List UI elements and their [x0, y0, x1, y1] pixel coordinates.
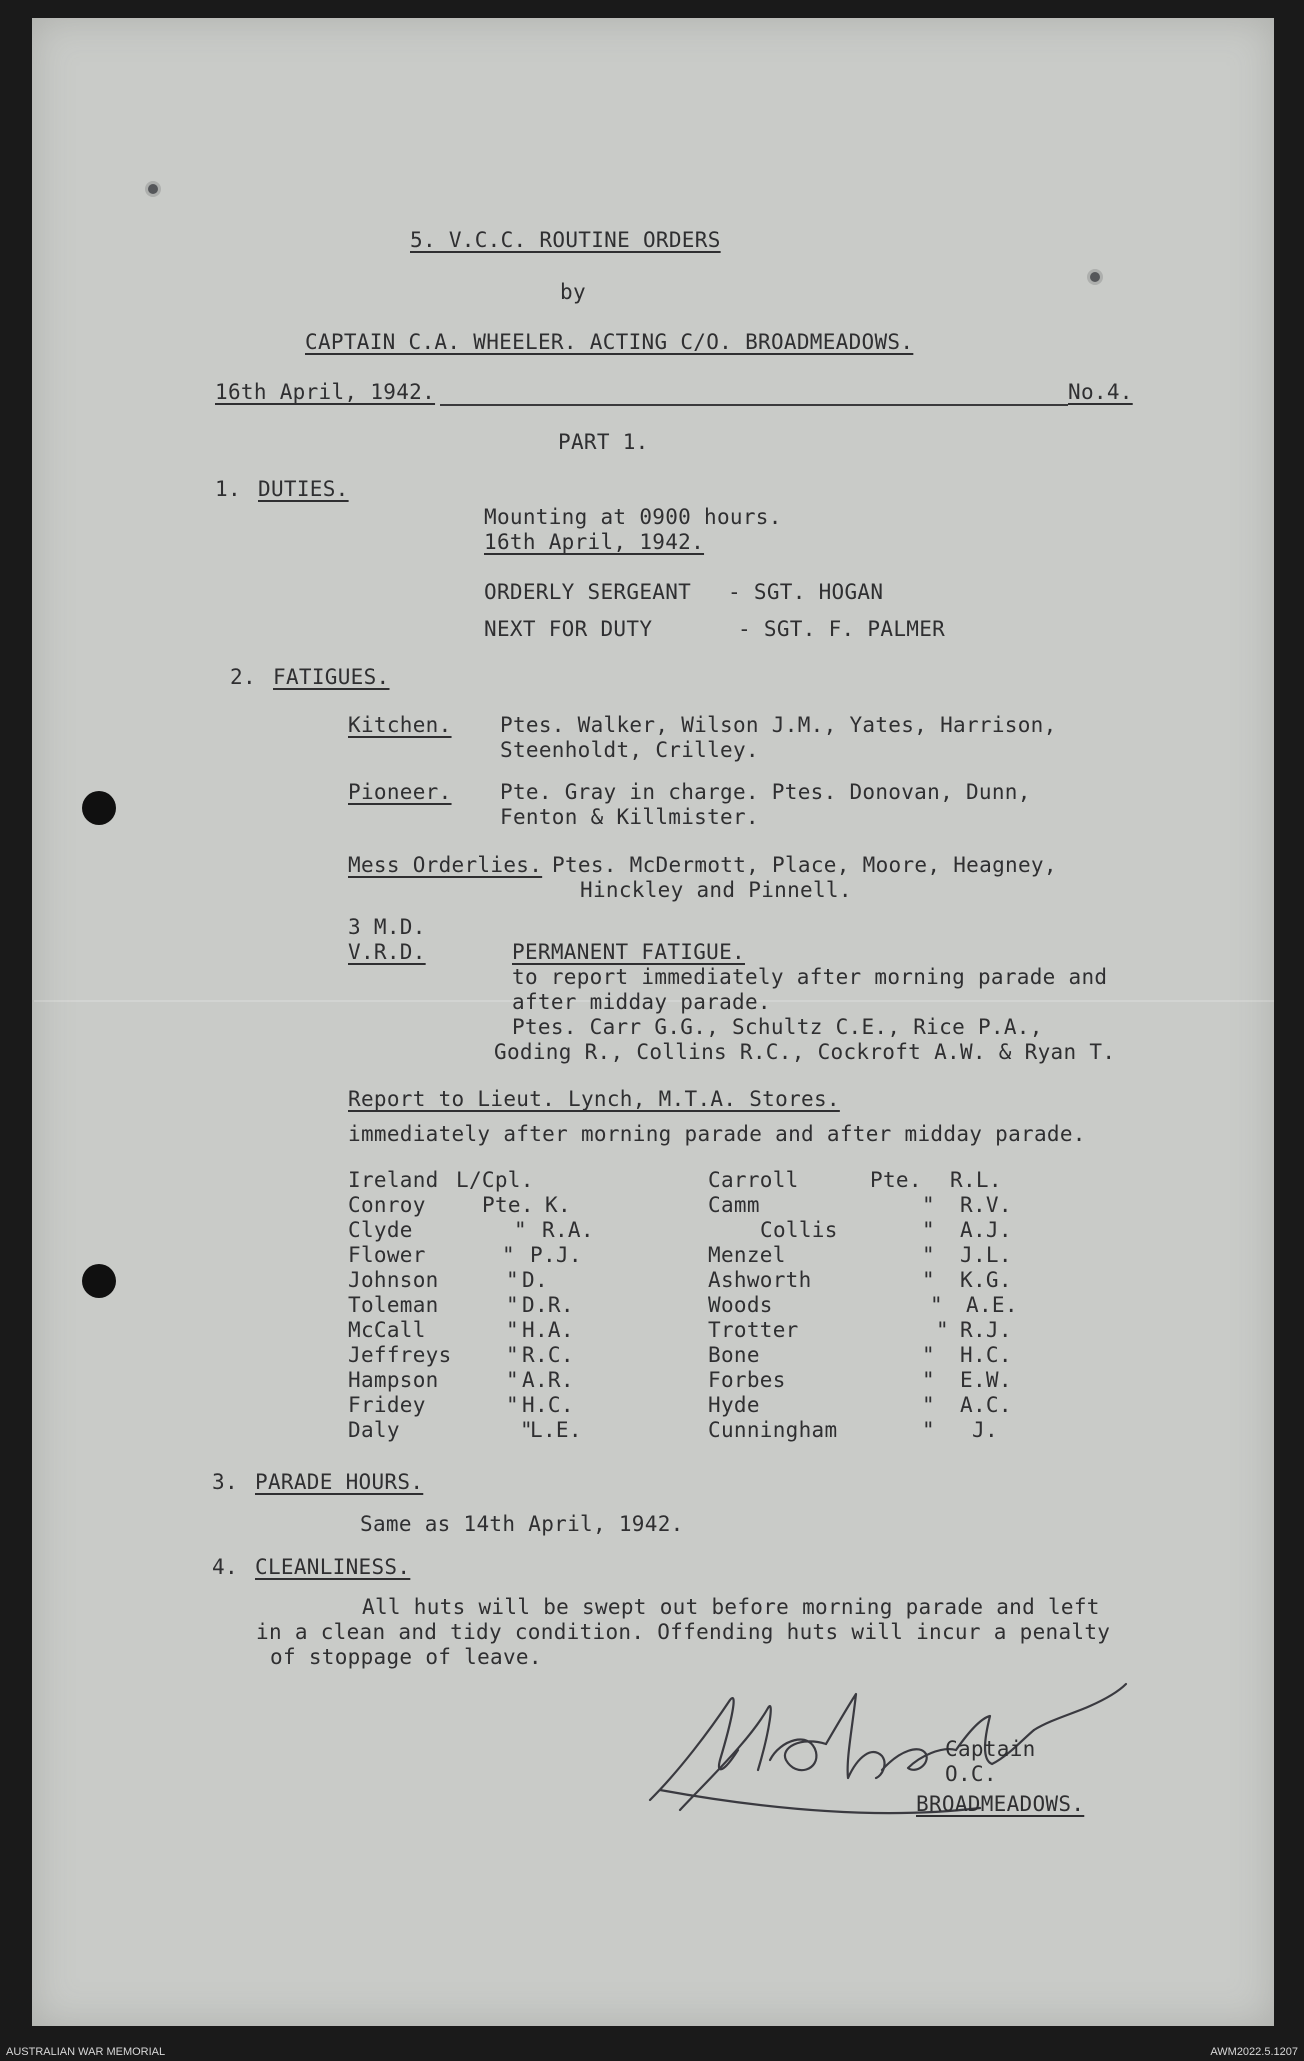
roster-name: Toleman — [348, 1293, 439, 1317]
roster-rank: " — [936, 1318, 949, 1342]
mess-orderlies-line: Ptes. McDermott, Place, Moore, Heagney, — [552, 853, 1057, 877]
roster-name: Johnson — [348, 1268, 439, 1292]
roster-rank: " — [506, 1343, 519, 1367]
roster-name: Forbes — [708, 1368, 786, 1392]
roster-name: Hyde — [708, 1393, 760, 1417]
roster-rank: " — [514, 1218, 527, 1242]
roster-rank: " — [922, 1268, 935, 1292]
roster-initials: J.L. — [960, 1243, 1012, 1267]
punch-hole-icon — [82, 791, 116, 825]
cleanliness-line: of stoppage of leave. — [270, 1645, 542, 1669]
roster-initials: E.W. — [960, 1368, 1012, 1392]
roster-rank: " — [520, 1418, 533, 1442]
roster-name: Ireland — [348, 1168, 439, 1192]
orderly-sergeant-label: ORDERLY SERGEANT — [484, 580, 692, 604]
roster-initials: A.J. — [960, 1218, 1012, 1242]
roster-rank: " — [506, 1293, 519, 1317]
header-rule — [440, 404, 1068, 406]
next-for-duty-label: NEXT FOR DUTY — [484, 617, 653, 641]
roster-name: Collis — [760, 1218, 838, 1242]
roster-rank: " — [506, 1268, 519, 1292]
roster-name: Bone — [708, 1343, 760, 1367]
roster-name: Woods — [708, 1293, 773, 1317]
report-line: immediately after morning parade and after midday parade. — [348, 1122, 1086, 1146]
roster-name: Cunningham — [708, 1418, 838, 1442]
roster-rank: " — [506, 1393, 519, 1417]
signoff-place: BROADMEADOWS. — [916, 1792, 1085, 1816]
roster-name: Hampson — [348, 1368, 439, 1392]
md-label: 3 M.D. — [348, 915, 426, 939]
document-title: 5. V.C.C. ROUTINE ORDERS — [410, 228, 721, 252]
punch-hole-icon — [82, 1264, 116, 1298]
roster-rank: " — [502, 1243, 515, 1267]
roster-rank: " — [922, 1193, 935, 1217]
pioneer-line: Pte. Gray in charge. Ptes. Donovan, Dunn, — [500, 780, 1031, 804]
report-heading: Report to Lieut. Lynch, M.T.A. Stores. — [348, 1087, 840, 1111]
roster-name: Trotter — [708, 1318, 799, 1342]
vrd-label: V.R.D. — [348, 940, 426, 964]
roster-initials: R.V. — [960, 1193, 1012, 1217]
mess-orderlies-line: Hinckley and Pinnell. — [580, 878, 852, 902]
document-authority: CAPTAIN C.A. WHEELER. ACTING C/O. BROADMEADOWS. — [305, 330, 914, 354]
permanent-fatigue-heading: PERMANENT FATIGUE. — [512, 940, 745, 964]
signoff-role: O.C. — [945, 1762, 997, 1786]
kitchen-line: Steenholdt, Crilley. — [500, 738, 759, 762]
roster-name: Flower — [348, 1243, 426, 1267]
roster-name: Carroll — [708, 1168, 799, 1192]
footer-source: AUSTRALIAN WAR MEMORIAL — [6, 2046, 166, 2058]
kitchen-line: Ptes. Walker, Wilson J.M., Yates, Harrison, — [500, 713, 1057, 737]
roster-rank: " — [922, 1368, 935, 1392]
parade-number: 3. — [212, 1470, 238, 1494]
permanent-fatigue-line: to report immediately after morning parade and — [512, 965, 1108, 989]
roster-rank: " — [930, 1293, 943, 1317]
fatigues-heading: FATIGUES. — [273, 665, 390, 689]
roster-initials: A.E. — [966, 1293, 1018, 1317]
pin-mark-icon — [1090, 272, 1100, 282]
roster-rank: L/Cpl. — [456, 1168, 534, 1192]
roster-name: Clyde — [348, 1218, 413, 1242]
roster-name: Menzel — [708, 1243, 786, 1267]
pin-mark-icon — [148, 184, 158, 194]
roster-name: McCall — [348, 1318, 426, 1342]
fatigues-number: 2. — [230, 665, 256, 689]
roster-initials: A.R. — [522, 1368, 574, 1392]
roster-rank: " — [506, 1318, 519, 1342]
roster-initials: H.A. — [522, 1318, 574, 1342]
parade-text: Same as 14th April, 1942. — [360, 1512, 684, 1536]
permanent-fatigue-line: Goding R., Collins R.C., Cockroft A.W. & Ryan T. — [494, 1040, 1116, 1064]
roster-rank: " — [506, 1368, 519, 1392]
roster-initials: D.R. — [522, 1293, 574, 1317]
roster-initials: H.C. — [522, 1393, 574, 1417]
next-for-duty-value: - SGT. F. PALMER — [738, 617, 946, 641]
roster-initials: R.L. — [950, 1168, 1002, 1192]
roster-rank: " — [922, 1218, 935, 1242]
duties-mounting-date: 16th April, 1942. — [484, 530, 705, 554]
duties-number: 1. — [215, 477, 241, 501]
permanent-fatigue-line: Ptes. Carr G.G., Schultz C.E., Rice P.A., — [512, 1015, 1043, 1039]
roster-name: Daly — [348, 1418, 400, 1442]
duties-mounting: Mounting at 0900 hours. — [484, 505, 782, 529]
roster-name: Jeffreys — [348, 1343, 452, 1367]
parade-heading: PARADE HOURS. — [255, 1470, 424, 1494]
part-heading: PART 1. — [558, 430, 649, 454]
roster-initials: R.A. — [542, 1218, 594, 1242]
signoff-rank: Captain — [945, 1737, 1036, 1761]
roster-initials: P.J. — [530, 1243, 582, 1267]
roster-rank: " — [922, 1343, 935, 1367]
duties-heading: DUTIES. — [258, 477, 349, 501]
footer-reference: AWM2022.5.1207 — [1210, 2046, 1298, 2058]
roster-initials: A.C. — [960, 1393, 1012, 1417]
mess-orderlies-label: Mess Orderlies. — [348, 853, 543, 877]
roster-name: Ashworth — [708, 1268, 812, 1292]
roster-name: Camm — [708, 1193, 760, 1217]
document-by: by — [560, 280, 586, 304]
roster-rank: " — [922, 1393, 935, 1417]
roster-initials: K.G. — [960, 1268, 1012, 1292]
roster-initials: D. — [522, 1268, 548, 1292]
orderly-sergeant-value: - SGT. HOGAN — [728, 580, 884, 604]
document-number: No.4. — [1068, 380, 1133, 404]
roster-rank: " — [922, 1418, 935, 1442]
roster-name: Conroy — [348, 1193, 426, 1217]
roster-initials: R.C. — [522, 1343, 574, 1367]
roster-initials: J. — [972, 1418, 998, 1442]
cleanliness-number: 4. — [212, 1555, 238, 1579]
roster-rank: Pte. — [870, 1168, 922, 1192]
permanent-fatigue-line: after midday parade. — [512, 990, 771, 1014]
roster-initials: H.C. — [960, 1343, 1012, 1367]
roster-rank: " — [922, 1243, 935, 1267]
cleanliness-heading: CLEANLINESS. — [255, 1555, 411, 1579]
kitchen-label: Kitchen. — [348, 713, 452, 737]
roster-initials: K. — [545, 1193, 571, 1217]
document-date: 16th April, 1942. — [215, 380, 436, 404]
roster-initials: L.E. — [530, 1418, 582, 1442]
cleanliness-line: in a clean and tidy condition. Offending huts will incur a penalty — [256, 1620, 1111, 1644]
pioneer-label: Pioneer. — [348, 780, 452, 804]
pioneer-line: Fenton & Killmister. — [500, 805, 759, 829]
roster-initials: R.J. — [960, 1318, 1012, 1342]
roster-name: Fridey — [348, 1393, 426, 1417]
roster-rank: Pte. — [482, 1193, 534, 1217]
cleanliness-line: All huts will be swept out before morning parade and left — [362, 1595, 1100, 1619]
